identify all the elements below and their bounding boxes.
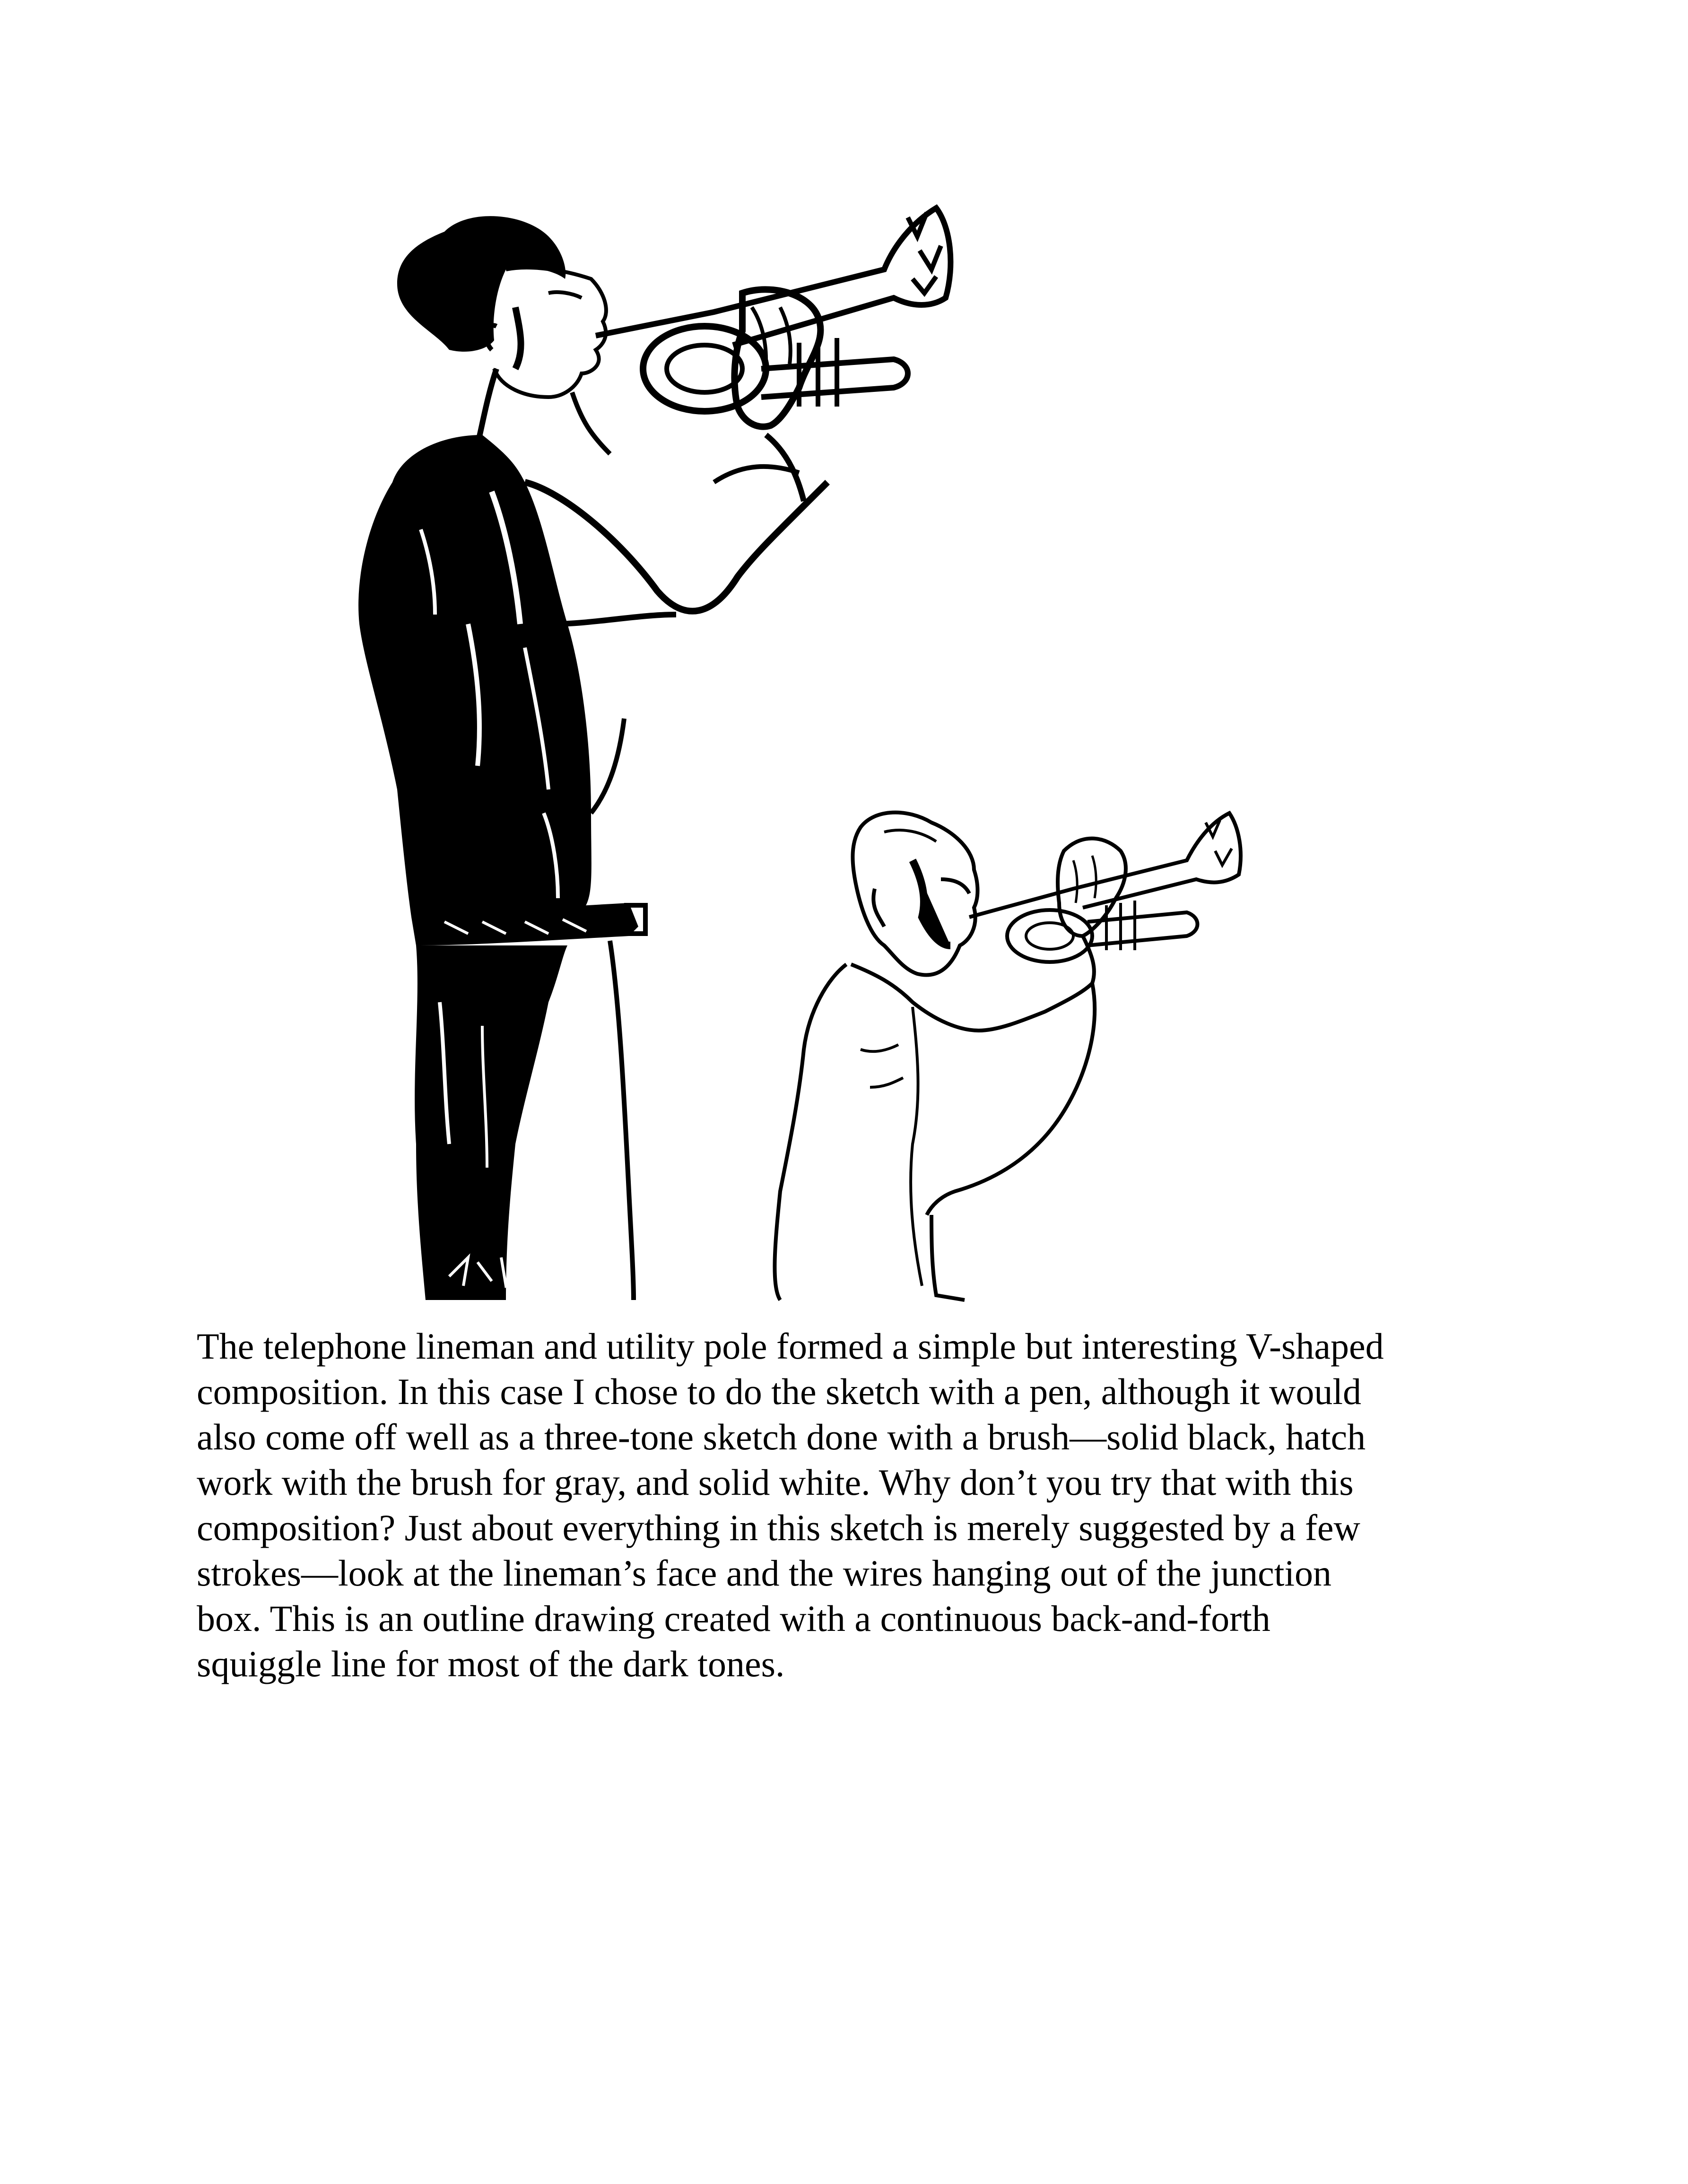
caption-paragraph: The telephone lineman and utility pole formed a simple but interesting V-shaped composition. In this case I chose to do the sketch with a pen, although it would also come off well as a three-tone sketch done with a brush—solid black, hatch work with the brush for gray, and solid white. Why don’t you try that with this composition? Just about everything in this sketch is merely suggested by a few strokes—look at the lineman’s face and the wires hanging out of the junction box. This is an outline drawing created with a continuous back-and-forth squiggle line for most of the dark tones. [197,1326,1384,1684]
trumpet-players-illustration [326,199,1376,1319]
large-trumpet-player [358,208,950,1300]
small-trumpet-player [774,813,1240,1300]
ink-sketch-drawing [326,199,1376,1319]
